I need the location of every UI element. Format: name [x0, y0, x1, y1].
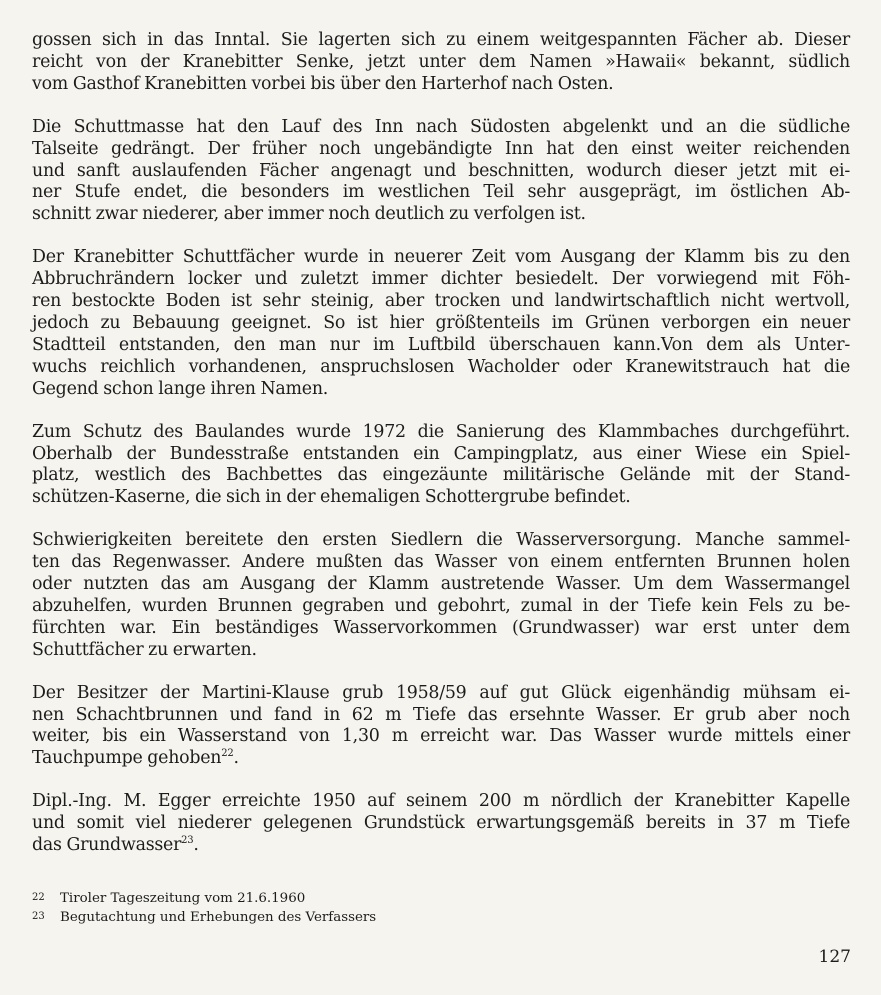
text-line-content: Tauchpumpe gehoben — [32, 748, 222, 769]
footnote-text: Tiroler Tageszeitung vom 21.6.1960 — [60, 891, 306, 906]
text-line: abzuhelfen, wurden Brunnen gegraben und gebohrt, zumal in der Tiefe kein Fels zu be- — [32, 595, 850, 616]
text-line: fürchten war. Ein beständiges Wasservorkommen (Grundwasser) war erst unter dem — [32, 617, 850, 638]
text-line: Abbruchrändern locker und zuletzt immer dichter besiedelt. Der vorwiegend mit Föh- — [32, 269, 850, 290]
paragraph-7 — [32, 791, 850, 857]
footnote-22 — [32, 889, 732, 908]
text-line: reicht von der Kranebitter Senke, jetzt unter dem Namen »Hawaii« bekannt, südlich — [32, 51, 850, 72]
text-line: und sanft auslaufenden Fächer angenagt und beschnitten, wodurch dieser jetzt mit ei- — [32, 160, 850, 181]
paragraph-2 — [32, 117, 850, 227]
text-line: Zum Schutz des Baulandes wurde 1972 die Sanierung des Klammbaches durchgeführt. — [32, 421, 850, 442]
text-line: schnitt zwar niederer, aber immer noch deutlich zu verfolgen ist. — [32, 204, 586, 225]
text-line: gossen sich in das Inntal. Sie lagerten sich zu einem weitgespannten Fächer ab. Dieser — [32, 30, 850, 50]
text-line: nen Schachtbrunnen und fand in 62 m Tiefe das ersehnte Wasser. Er grub aber noch — [32, 704, 850, 725]
footnote-number: 22 — [32, 892, 45, 903]
paragraph-3 — [32, 247, 850, 400]
footnotes — [32, 889, 732, 927]
text-line: Gegend schon lange ihren Namen. — [32, 378, 329, 399]
text-line: Stadtteil entstanden, den man nur im Luftbild überschauen kann.Von dem als Unter- — [32, 334, 850, 355]
text-line: ren bestockte Boden ist sehr steinig, aber trocken und landwirtschaftlich nicht wertvoll, — [32, 291, 850, 312]
text-line: oder nutzten das am Ausgang der Klamm austretende Wasser. Um dem Wassermangel — [32, 574, 850, 595]
text-line: Talseite gedrängt. Der früher noch ungebändigte Inn hat den einst weiter reichenden — [32, 138, 850, 159]
text-line: jedoch zu Bebauung geeignet. So ist hier größtenteils im Grünen verborgen ein neuer — [32, 312, 850, 333]
footnote-text: Begutachtung und Erhebungen des Verfassers — [60, 910, 377, 925]
text-line: wuchs reichlich vorhandenen, anspruchslosen Wacholder oder Kranewitstrauch hat die — [32, 356, 850, 377]
paragraph-6 — [32, 683, 850, 771]
text-line-content: das Grundwasser — [32, 835, 182, 856]
footnote-number: 23 — [32, 911, 45, 922]
text-line: weiter, bis ein Wasserstand von 1,30 m erreicht war. Das Wasser wurde mittels einer — [32, 726, 850, 747]
paragraph-4 — [32, 422, 850, 510]
text-line: ner Stufe endet, die besonders im westlichen Teil sehr ausgeprägt, im östlichen Ab- — [32, 182, 850, 203]
text-line: schützen-Kaserne, die sich in der ehemaligen Schottergrube befindet. — [32, 487, 631, 508]
text-line: Schwierigkeiten bereitete den ersten Siedlern die Wasserversorgung. Manche sammel- — [32, 530, 850, 551]
text-line: ten das Regenwasser. Andere mußten das Wasser von einem entfernten Brunnen holen — [32, 552, 850, 573]
text-line: Dipl.-Ing. M. Egger erreichte 1950 auf seinem 200 m nördlich der Kranebitter Kapelle — [32, 791, 850, 812]
text-line: Der Besitzer der Martini-Klause grub 1958/59 auf gut Glück eigenhändig mühsam ei- — [32, 682, 850, 703]
text-line: vom Gasthof Kranebitten vorbei bis über den Harterhof nach Osten. — [32, 73, 614, 94]
text-line: Oberhalb der Bundesstraße entstanden ein Campingplatz, aus einer Wiese ein Spiel- — [32, 443, 850, 464]
text-line: und somit viel niederer gelegenen Grundstück erwartungsgemäß bereits in 37 m Tiefe — [32, 813, 850, 834]
text-line: Die Schuttmasse hat den Lauf des Inn nach Südosten abgelenkt und an die südliche — [32, 116, 850, 137]
footnote-ref-23[interactable]: 23 — [181, 835, 194, 847]
page-number: 127 — [818, 947, 851, 967]
paragraph-5 — [32, 530, 850, 661]
document-body — [32, 30, 850, 878]
text-line: platz, westlich des Bachbettes das eingezäunte militärische Gelände mit der Stand- — [32, 465, 850, 486]
text-line: Schuttfächer zu erwarten. — [32, 639, 257, 660]
text-line: Der Kranebitter Schuttfächer wurde in neuerer Zeit vom Ausgang der Klamm bis zu den — [32, 247, 850, 268]
footnote-ref-22[interactable]: 22 — [221, 748, 234, 760]
text-line: das Grundwasser$^{23}$. — [32, 835, 199, 856]
footnote-23 — [32, 908, 732, 927]
text-line: Tauchpumpe gehoben$^{22}$. — [32, 748, 239, 769]
paragraph-1 — [32, 30, 850, 96]
